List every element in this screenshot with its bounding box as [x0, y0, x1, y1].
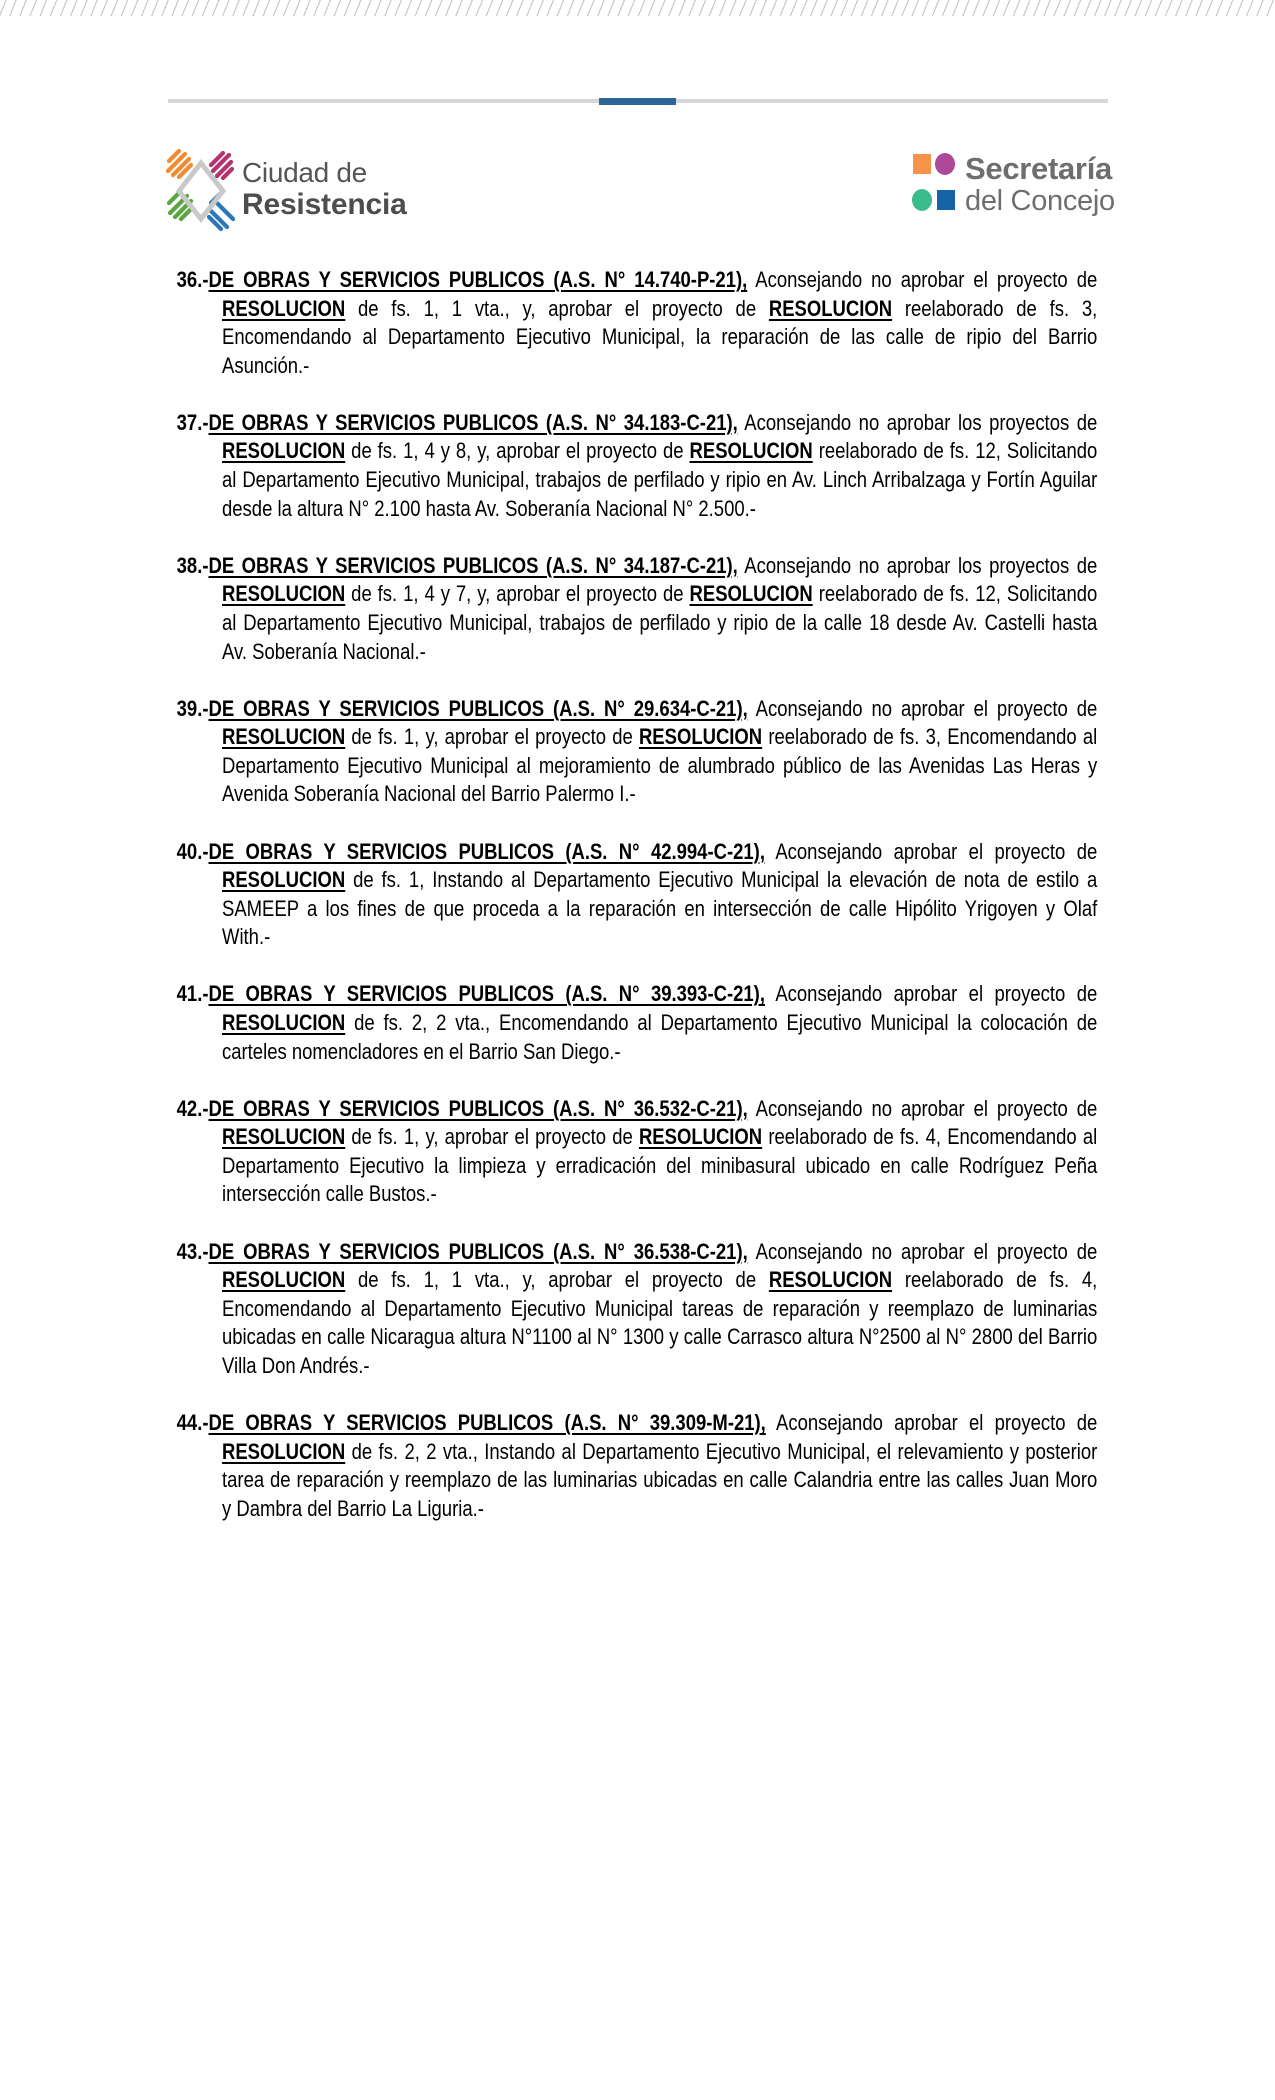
logo-right-line2: del Concejo [965, 185, 1115, 217]
item-heading: DE OBRAS Y SERVICIOS PUBLICOS (A.S. N° 42.994-C-21), [208, 838, 765, 864]
resolucion-keyword: RESOLUCION [222, 1124, 346, 1150]
item-body-text: reelaborado de fs. 12, Solicitando al Departamento Ejecutivo Municipal, trabajos de perfilado y ripio en Av. Linch Arribalzaga y Fortín Aguilar desde la altura N° 2.100 hasta Av. Soberanía Nacional N° 2.500.- [222, 438, 1098, 521]
item-number: 40.- [176, 838, 209, 864]
item-body-text: de fs. 1, 4 y 8, y, aprobar el proyecto de [345, 438, 690, 464]
item-body-text: Aconsejando aprobar el proyecto de [764, 838, 1098, 864]
resolucion-keyword: RESOLUCION [222, 581, 346, 607]
agenda-item [177, 266, 1098, 380]
item-body-text: Aconsejando no aprobar el proyecto de [747, 695, 1098, 721]
agenda-item [177, 1409, 1098, 1523]
item-body-text: Aconsejando no aprobar el proyecto de [747, 1095, 1098, 1121]
resolucion-keyword: RESOLUCION [222, 867, 346, 893]
agenda-item-text [176, 1095, 1098, 1209]
agenda-item-text [176, 1238, 1098, 1381]
agenda-item [177, 838, 1098, 952]
resolucion-keyword: RESOLUCION [768, 1267, 893, 1293]
item-number: 44.- [176, 1410, 209, 1435]
resolucion-keyword: RESOLUCION [222, 1267, 346, 1293]
resolucion-keyword: RESOLUCION [638, 724, 763, 750]
item-number: 38.- [176, 552, 209, 578]
resolucion-keyword: RESOLUCION [222, 295, 346, 321]
item-body-text: de fs. 2, 2 vta., Instando al Departamento Ejecutivo Municipal, el relevamiento y posterior tarea de reparación y reemplazo de las luminarias ubicadas en calle Calandria entre las calles Juan Moro y Dambra del Barrio La Liguria.- [222, 1438, 1098, 1521]
item-number: 43.- [176, 1238, 209, 1264]
item-heading: DE OBRAS Y SERVICIOS PUBLICOS (A.S. N° 36.532-C-21), [208, 1095, 748, 1121]
item-body-text: de fs. 1, 4 y 7, y, aprobar el proyecto de [345, 581, 690, 607]
item-heading: DE OBRAS Y SERVICIOS PUBLICOS (A.S. N° 36.538-C-21), [208, 1238, 748, 1264]
item-number: 39.- [176, 695, 209, 721]
item-body-text: Aconsejando aprobar el proyecto de [764, 981, 1098, 1007]
agenda-item-text [176, 838, 1098, 952]
agenda-item-text [176, 409, 1098, 523]
item-heading: DE OBRAS Y SERVICIOS PUBLICOS (A.S. N° 39.309-M-21), [208, 1410, 766, 1435]
header-divider-accent [599, 98, 676, 105]
agenda-item [177, 409, 1098, 523]
item-body-text: reelaborado de fs. 3, Encomendando al Departamento Ejecutivo Municipal, la reparación de las calle de ripio del Barrio Asunción.- [222, 295, 1098, 378]
item-body-text: de fs. 1, Instando al Departamento Ejecutivo Municipal la elevación de nota de estilo a SAMEEP a los fines de que proceda a la reparación en intersección de calle Hipólito Yrigoyen y Olaf With.- [222, 867, 1098, 950]
resolucion-keyword: RESOLUCION [222, 724, 346, 750]
item-body-text: reelaborado de fs. 12, Solicitando al Departamento Ejecutivo Municipal, trabajos de perfilado y ripio de la calle 18 desde Av. Castelli hasta Av. Soberanía Nacional.- [222, 581, 1098, 664]
item-body-text: reelaborado de fs. 4, Encomendando al Departamento Ejecutivo Municipal tareas de reparación y reemplazo de luminarias ubicadas en calle Nicaragua altura N°1100 al N° 1300 y calle Carrasco altura N°2500 al N° 2800 del Barrio Villa Don Andrés.- [222, 1267, 1098, 1378]
item-number: 42.- [176, 1095, 209, 1121]
item-heading: DE OBRAS Y SERVICIOS PUBLICOS (A.S. N° 34.187-C-21), [208, 552, 738, 578]
logo-left-line2: Resistencia [242, 188, 407, 221]
top-hatch-border [0, 0, 1275, 16]
agenda-items-list [177, 266, 1098, 1552]
item-heading: DE OBRAS Y SERVICIOS PUBLICOS (A.S. N° 34.183-C-21), [208, 409, 738, 435]
item-body-text: de fs. 1, y, aprobar el proyecto de [345, 724, 639, 750]
item-heading: DE OBRAS Y SERVICIOS PUBLICOS (A.S. N° 39.393-C-21), [208, 981, 765, 1007]
logo-secretaria-del-concejo [910, 148, 1120, 228]
resistencia-emblem-icon [165, 143, 237, 233]
resolucion-keyword: RESOLUCION [222, 438, 346, 464]
item-heading: DE OBRAS Y SERVICIOS PUBLICOS (A.S. N° 14.740-P-21), [208, 267, 748, 292]
item-body-text: Aconsejando aprobar el proyecto de [765, 1410, 1098, 1435]
resolucion-keyword: RESOLUCION [222, 1438, 346, 1464]
item-body-text: de fs. 1, 1 vta., y, aprobar el proyecto de [345, 1267, 769, 1293]
item-number: 41.- [176, 981, 209, 1007]
agenda-item-text [176, 552, 1098, 666]
agenda-item-text [176, 1409, 1098, 1523]
agenda-item [177, 980, 1098, 1066]
agenda-item [177, 1238, 1098, 1381]
agenda-item-text [176, 980, 1098, 1066]
agenda-item [177, 552, 1098, 666]
item-body-text: de fs. 1, y, aprobar el proyecto de [345, 1124, 639, 1150]
resolucion-keyword: RESOLUCION [689, 581, 813, 607]
resolucion-keyword: RESOLUCION [222, 1009, 346, 1035]
item-body-text: Aconsejando no aprobar los proyectos de [737, 409, 1098, 435]
agenda-item-text [176, 695, 1098, 809]
item-number: 37.- [176, 409, 209, 435]
resolucion-keyword: RESOLUCION [638, 1124, 763, 1150]
logo-ciudad-de-resistencia [165, 143, 405, 233]
item-heading: DE OBRAS Y SERVICIOS PUBLICOS (A.S. N° 29.634-C-21), [208, 695, 748, 721]
item-body-text: Aconsejando no aprobar los proyectos de [737, 552, 1098, 578]
item-body-text: de fs. 2, 2 vta., Encomendando al Departamento Ejecutivo Municipal la colocación de carteles nomencladores en el Barrio San Diego.- [222, 1009, 1098, 1064]
item-body-text: Aconsejando no aprobar el proyecto de [747, 1238, 1098, 1264]
item-body-text: de fs. 1, 1 vta., y, aprobar el proyecto de [345, 295, 769, 321]
agenda-item [177, 1095, 1098, 1209]
resolucion-keyword: RESOLUCION [768, 295, 893, 321]
resolucion-keyword: RESOLUCION [689, 438, 813, 464]
item-number: 36.- [176, 267, 209, 292]
logo-right-line1: Secretaría [965, 151, 1112, 186]
agenda-item [177, 695, 1098, 809]
secretaria-shapes-icon [910, 148, 962, 220]
logo-left-line1: Ciudad de [242, 157, 367, 188]
item-body-text: reelaborado de fs. 3, Encomendando al Departamento Ejecutivo Municipal al mejoramiento de alumbrado público de las Avenidas Las Heras y Avenida Soberanía Nacional del Barrio Palermo I.- [222, 724, 1098, 807]
agenda-item-text [176, 266, 1098, 380]
item-body-text: Aconsejando no aprobar el proyecto de [747, 267, 1098, 292]
item-body-text: reelaborado de fs. 4, Encomendando al Departamento Ejecutivo la limpieza y erradicación del minibasural ubicado en calle Rodríguez Peña intersección calle Bustos.- [222, 1124, 1098, 1207]
